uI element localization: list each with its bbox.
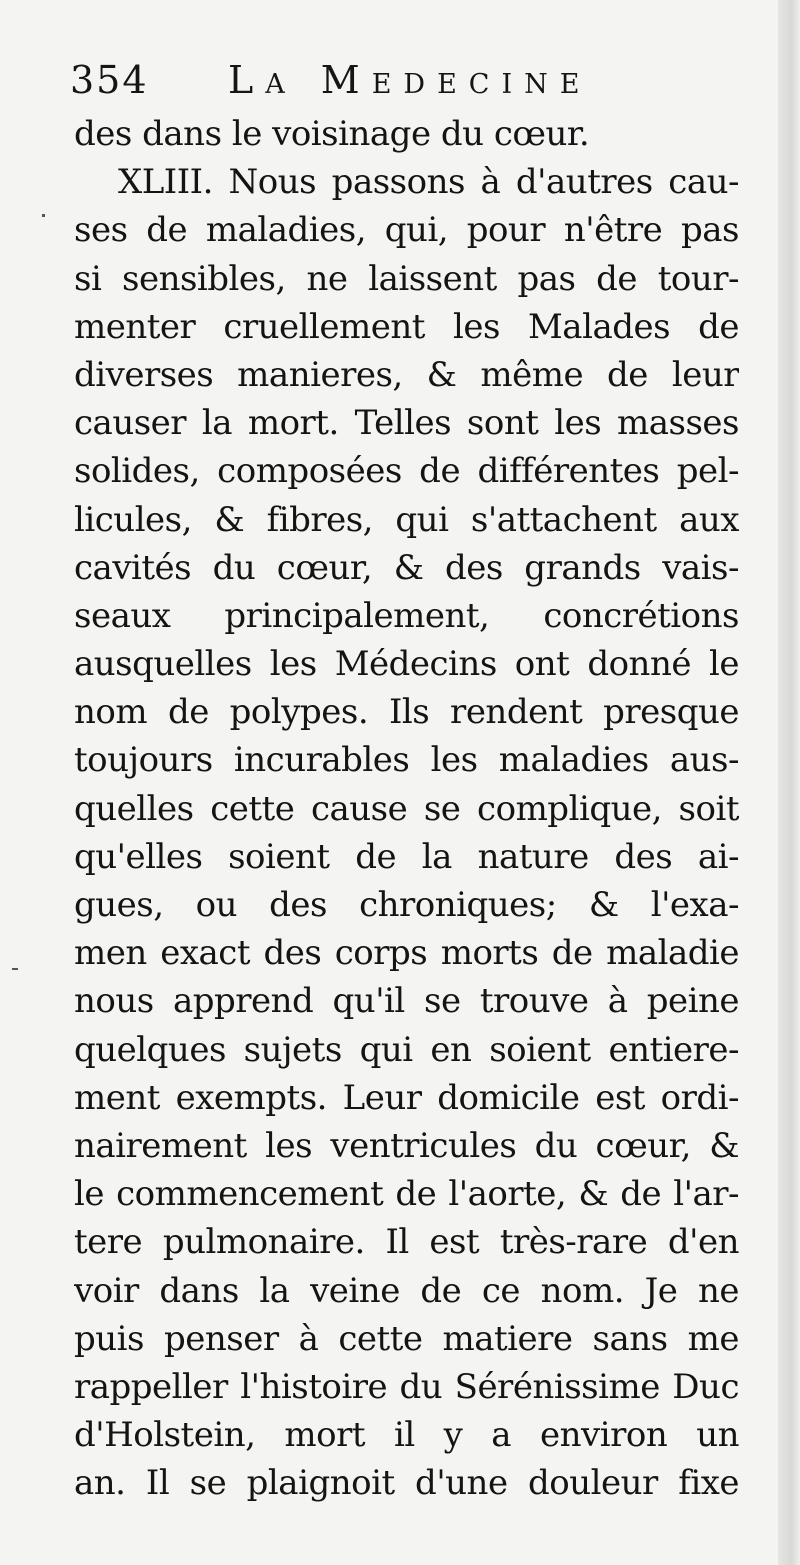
text-line: si sensibles, ne laissent pas de tour- <box>74 258 739 299</box>
text-line: nom de polypes. Ils rendent presque <box>74 692 739 733</box>
text-line: des dans le voisinage du cœur. <box>74 114 590 154</box>
page-number: 354 <box>70 58 149 102</box>
text-line: men exact des corps morts de maladie <box>74 933 739 974</box>
text-line: gues, ou des chroniques; & l'exa- <box>74 885 739 925</box>
text-line: puis penser à cette matiere sans me <box>74 1318 739 1359</box>
text-line: nous apprend qu'il se trouve à peine <box>74 981 739 1022</box>
text-line: ses de maladies, qui, pour n'être pas <box>74 210 739 251</box>
text-line: tere pulmonaire. Il est très-rare d'en <box>74 1222 739 1263</box>
text-line: le commencement de l'aorte, & de l'ar- <box>74 1174 739 1215</box>
page-header <box>70 56 750 108</box>
text-line: ausquelles les Médecins ont donné le <box>74 644 739 685</box>
text-line: seaux principalement, concrétions <box>74 595 739 636</box>
print-speck <box>12 968 18 970</box>
text-line: an. Il se plaignoit d'une douleur fixe <box>74 1463 739 1504</box>
text-line: licules, & fibres, qui s'attachent aux <box>74 499 739 540</box>
text-line: ment exempts. Leur domicile est ordi- <box>74 1077 739 1118</box>
page-edge-shadow <box>778 0 800 1565</box>
text-line: d'Holstein, mort il y a environ un <box>74 1415 739 1456</box>
body-text <box>74 110 739 1507</box>
text-line: menter cruellement les Malades de <box>74 306 739 347</box>
text-line: quelques sujets qui en soient entiere- <box>74 1029 739 1070</box>
text-line: solides, composées de différentes pel- <box>74 451 739 492</box>
running-title: La Medecine <box>228 58 592 102</box>
text-line: XLIII. Nous passons à d'autres cau- <box>118 162 739 203</box>
text-line: quelles cette cause se complique, soit <box>74 788 739 829</box>
text-line: rappeller l'histoire du Sérénissime Duc <box>74 1366 739 1407</box>
text-line: diverses manieres, & même de leur <box>74 354 739 395</box>
text-line: voir dans la veine de ce nom. Je ne <box>74 1270 739 1311</box>
print-speck <box>42 214 45 217</box>
text-line: qu'elles soient de la nature des ai- <box>74 836 739 877</box>
text-line: nairement les ventricules du cœur, & <box>74 1125 739 1166</box>
text-line: toujours incurables les maladies aus- <box>74 740 739 781</box>
text-line: cavités du cœur, & des grands vais- <box>74 547 739 588</box>
text-line: causer la mort. Telles sont les masses <box>74 403 739 444</box>
